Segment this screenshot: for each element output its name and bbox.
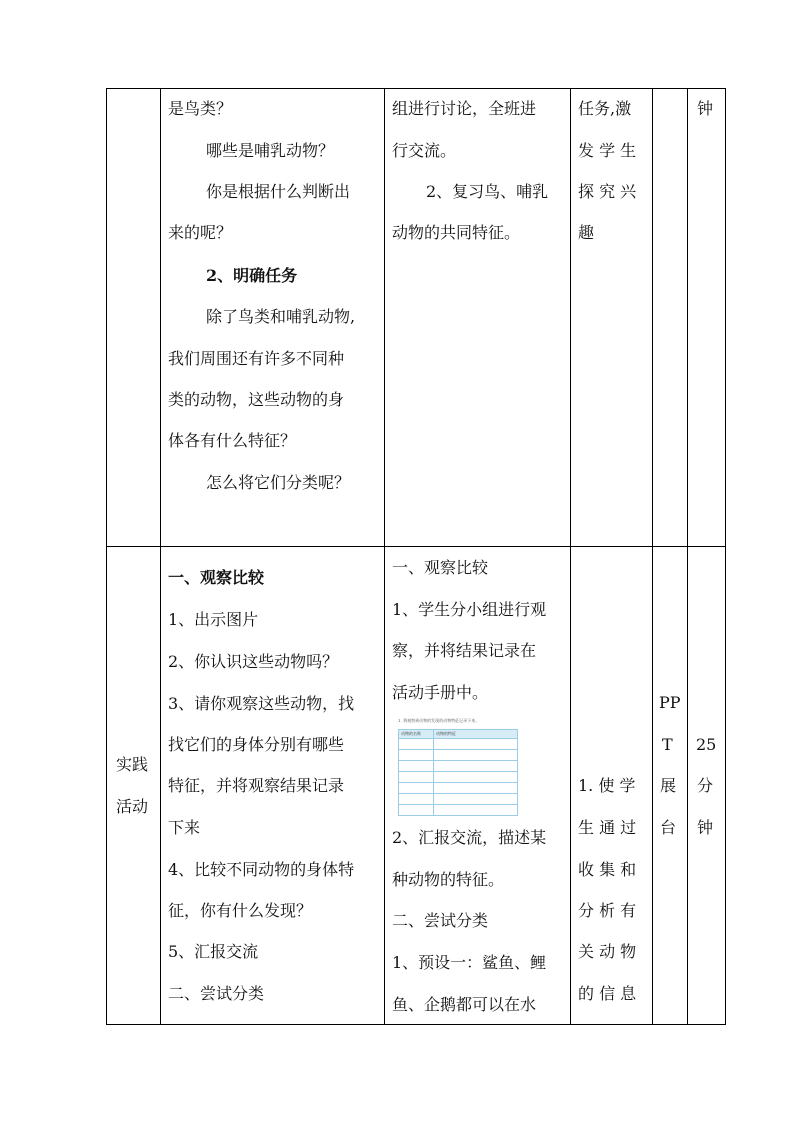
text-line: 活动手册中。	[392, 683, 489, 702]
text-line: 关 动 物	[578, 942, 637, 961]
handbook-blank-row	[399, 750, 518, 761]
time-text: 分	[697, 776, 714, 795]
media-text: PP	[659, 693, 681, 712]
text-line: 4、比较不同动物的身体特	[168, 860, 355, 879]
text-line: 一、观察比较	[392, 558, 489, 577]
time-text: 钟	[697, 818, 714, 837]
handbook-blank-row	[399, 772, 518, 783]
handbook-blank-row	[399, 761, 518, 772]
text-line: 二、尝试分类	[168, 984, 265, 1003]
table-border-left	[106, 88, 107, 1025]
text-line: 察，并将结果记录在	[392, 641, 537, 660]
media-text: 展	[660, 776, 677, 795]
section-heading: 2、明确任务	[206, 266, 298, 285]
text-line: 生 通 过	[578, 818, 637, 837]
handbook-blank-row	[399, 783, 518, 794]
handbook-blank-row	[399, 794, 518, 805]
handbook-col-header: 动物的特征	[434, 730, 518, 739]
section-heading: 一、观察比较	[168, 568, 265, 587]
stage-label: 实践	[116, 755, 149, 774]
handbook-caption: 1. 将观察到动物的发现的动物特征记录下来。	[398, 718, 480, 723]
text-line: 发 学 生	[578, 141, 637, 160]
table-divider-5	[687, 88, 688, 1025]
stage-label: 活动	[116, 797, 149, 816]
top-time-cell: 钟	[697, 99, 714, 118]
text-line: 特征，并将观察结果记录	[168, 776, 345, 795]
handbook-table	[398, 729, 518, 816]
text-line: 二、尝试分类	[392, 911, 489, 930]
text-line: 怎么将它们分类呢？	[206, 473, 351, 492]
text-line: 3、请你观察这些动物，找	[168, 694, 355, 713]
text-line: 除了鸟类和哺乳动物,	[206, 307, 356, 326]
table-border-right	[725, 88, 726, 1025]
table-border-top	[106, 88, 726, 89]
text-line: 1. 使 学	[578, 776, 636, 795]
table-divider-4	[652, 88, 653, 1025]
media-text: 台	[660, 818, 677, 837]
text-line: 2、汇报交流，描述某	[392, 828, 547, 847]
handbook-col-header: 动物的名称	[399, 730, 434, 739]
text-line: 1、预设一：鲨鱼、鲤	[392, 953, 547, 972]
table-divider-1	[160, 88, 161, 1025]
text-line: 2、复习鸟、哺乳	[426, 182, 549, 201]
text-line: 体各有什么特征？	[168, 431, 297, 450]
text-line: 2、你认识这些动物吗？	[168, 652, 339, 671]
text-line: 分 析 有	[578, 901, 637, 920]
activity-handbook-image	[396, 718, 520, 806]
table-divider-3	[570, 88, 571, 1025]
table-divider-2	[384, 88, 385, 1025]
text-line: 种动物的特征。	[392, 870, 505, 889]
text-line: 行交流。	[392, 141, 457, 160]
text-line: 下来	[168, 818, 201, 837]
text-line: 哪些是哺乳动物？	[206, 141, 335, 160]
text-line: 找它们的身体分别有哪些	[168, 735, 345, 754]
text-line: 是鸟类？	[168, 99, 233, 118]
table-row-divider	[106, 546, 726, 547]
text-line: 的 信 息	[578, 984, 637, 1003]
text-line: 1、学生分小组进行观	[392, 600, 547, 619]
table-border-bottom	[106, 1024, 726, 1025]
text-line: 任务,激	[578, 99, 632, 118]
handbook-blank-row	[399, 739, 518, 750]
time-text: 25	[696, 735, 717, 754]
text-line: 我们周围还有许多不同种	[168, 349, 345, 368]
text-line: 收 集 和	[578, 860, 637, 879]
text-line: 趣	[578, 223, 595, 242]
text-line: 探 究 兴	[578, 182, 637, 201]
text-line: 你是根据什么判断出	[206, 182, 351, 201]
text-line: 1、出示图片	[168, 610, 259, 629]
text-line: 鱼、企鹅都可以在水	[392, 995, 537, 1014]
media-text: T	[662, 735, 673, 754]
text-line: 来的呢？	[168, 223, 233, 242]
text-line: 5、汇报交流	[168, 942, 259, 961]
text-line: 动物的共同特征。	[392, 223, 521, 242]
handbook-blank-row	[399, 805, 518, 816]
text-line: 征，你有什么发现？	[168, 901, 313, 920]
text-line: 类的动物，这些动物的身	[168, 390, 345, 409]
text-line: 组进行讨论，全班进	[392, 99, 537, 118]
